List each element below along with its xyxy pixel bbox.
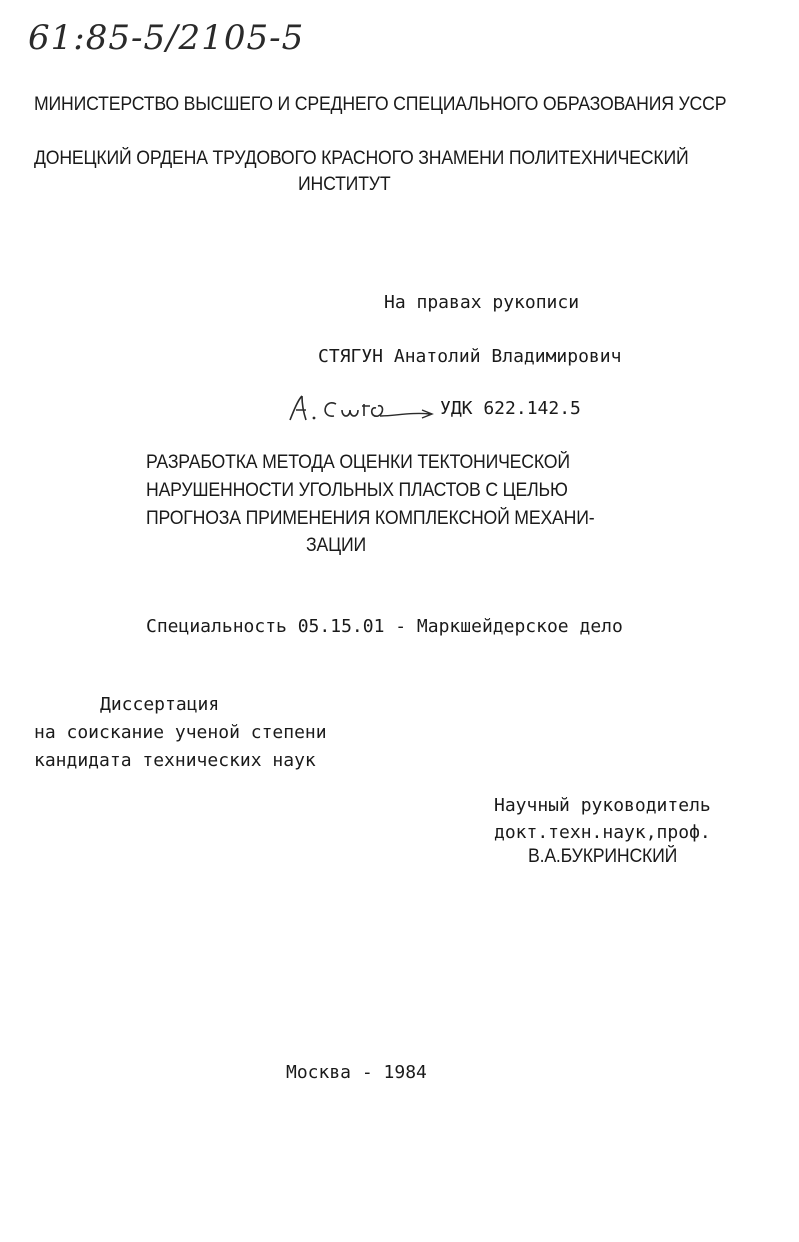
- specialty: Специальность 05.15.01 - Маркшейдерское дело: [146, 616, 623, 637]
- title-line4: ЗАЦИИ: [306, 535, 367, 556]
- title-line3: ПРОГНОЗА ПРИМЕНЕНИЯ КОМПЛЕКСНОЙ МЕХАНИ-: [146, 508, 595, 529]
- archive-number-handwritten: 61:85-5/2105-5: [28, 18, 305, 58]
- dissertation-line2: на соискание ученой степени: [34, 722, 327, 743]
- udc-code: УДК 622.142.5: [440, 398, 581, 419]
- ministry-heading: МИНИСТЕРСТВО ВЫСШЕГО И СРЕДНЕГО СПЕЦИАЛЬНОГО ОБРАЗОВАНИЯ УССР: [34, 94, 727, 115]
- supervisor-line2: докт.техн.наук,проф.: [494, 822, 711, 843]
- dissertation-line3: кандидата технических наук: [34, 750, 316, 771]
- author-name: СТЯГУН Анатолий Владимирович: [318, 346, 622, 367]
- institute-heading-line1: ДОНЕЦКИЙ ОРДЕНА ТРУДОВОГО КРАСНОГО ЗНАМЕНИ ПОЛИТЕХНИЧЕСКИЙ: [34, 148, 689, 169]
- institute-heading-line2: ИНСТИТУТ: [298, 174, 391, 195]
- dissertation-line1: Диссертация: [100, 694, 220, 715]
- title-line2: НАРУШЕННОСТИ УГОЛЬНЫХ ПЛАСТОВ С ЦЕЛЬЮ: [146, 480, 568, 501]
- place-and-year: Москва - 1984: [286, 1062, 427, 1083]
- author-signature: [284, 388, 436, 428]
- supervisor-name: В.А.БУКРИНСКИЙ: [528, 846, 678, 867]
- manuscript-note: На правах рукописи: [384, 292, 580, 313]
- supervisor-line1: Научный руководитель: [494, 795, 711, 816]
- title-line1: РАЗРАБОТКА МЕТОДА ОЦЕНКИ ТЕКТОНИЧЕСКОЙ: [146, 452, 570, 473]
